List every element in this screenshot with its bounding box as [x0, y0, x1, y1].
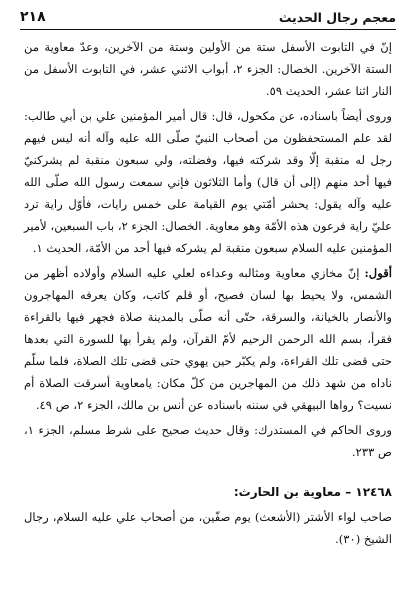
header-rule: [20, 29, 396, 30]
paragraph-text: صاحب لواء الأشتر (الأشعث) يوم صفّين، من أصحاب علي عليه السلام، رجال الشيخ (٣٠).: [24, 510, 393, 546]
running-title: معجم رجال الحديث: [278, 9, 396, 25]
page-header: [20, 6, 396, 28]
paragraph-author-comment: [24, 262, 392, 416]
entry-text: [24, 506, 392, 550]
paragraph-khisal-coffin: [24, 36, 392, 102]
paragraph-text: وروى أيضاً باسناده، عن مكحول، قال: قال أمير المؤمنين علي بن أبي طالب: لقد علم المستحفظون من أصحاب النبيّ صلّى الله عليه وآله أنه ليس فيهم رجل له منقبة إلّا وقد شركته فيها، وفضلته، ولي سبعون منقبة لم يشركنيّ فيها أحد منهم (إلى أن قال) وأما الثلاثون فإني سمعت رسول الله صلّى الله عليه وآله يقول: يحشر أمّتي يوم القيامة على خمس رايات، فأوّل راية ترد عليّ راية فرعون هذه الأمّة وهو معاوية. الخصال: الجزء ٢، باب السبعين، لأمير المؤمنين عليه السلام سبعون منقبة لم يشركه فيها أحد من الأمّة، الحديث ١.: [24, 109, 392, 255]
paragraph-text: إنّ في التابوت الأسفل ستة من الأولين وستة من الآخرين، وعدّ معاوية من الستة الآخرين. الخصال: الجزء ٢، أبواب الاثني عشر، في التابوت الأسفل من النار اثنا عشر، الحديث ٥٩.: [24, 40, 392, 98]
paragraph-makhul-narration: [24, 105, 392, 259]
paragraph-hakim-narration: [24, 419, 392, 463]
page-number: ٢١٨: [20, 9, 46, 25]
paragraph-text: وروى الحاكم في المستدرك: وقال حديث صحيح على شرط مسلم، الجزء ١، ص ٢٣٣.: [24, 423, 392, 459]
page-body: [24, 36, 392, 553]
paragraph-lead: أقول:: [364, 266, 392, 280]
paragraph-text: إنّ مخازي معاوية ومثالبه وعداءه لعلي عليه السلام وأولاده أظهر من الشمس، ولا يحيط بها لسان فصيح، أو قلم كاتب، وكان يعرفه المهاجرون والأنصار بالخيانة، والسرقة، حتّى أنه صلّى بالمدينة صلاة فجهر فيها بالقراءة فقرأ، بسم الله الرحمن الرحيم لأمّ القرآن، ولم يقرأ بها للسورة التي بعدها حتى قضى تلك القراءة، ولم يكبّر حين يهوي حتى قضى تلك الصلاة، فلما سلّم ناداه من شهد ذلك من المهاجرين من كلّ مكان: يامعاوية أسرقت الصلاة أم نسيت؟ رواها البيهقي في سننه باسناده عن أنس بن مالك، الجزء ٢، ص ٤٩.: [24, 266, 392, 412]
entry-heading: ١٢٤٦٨ – معاوية بن الحارث:: [233, 485, 392, 499]
